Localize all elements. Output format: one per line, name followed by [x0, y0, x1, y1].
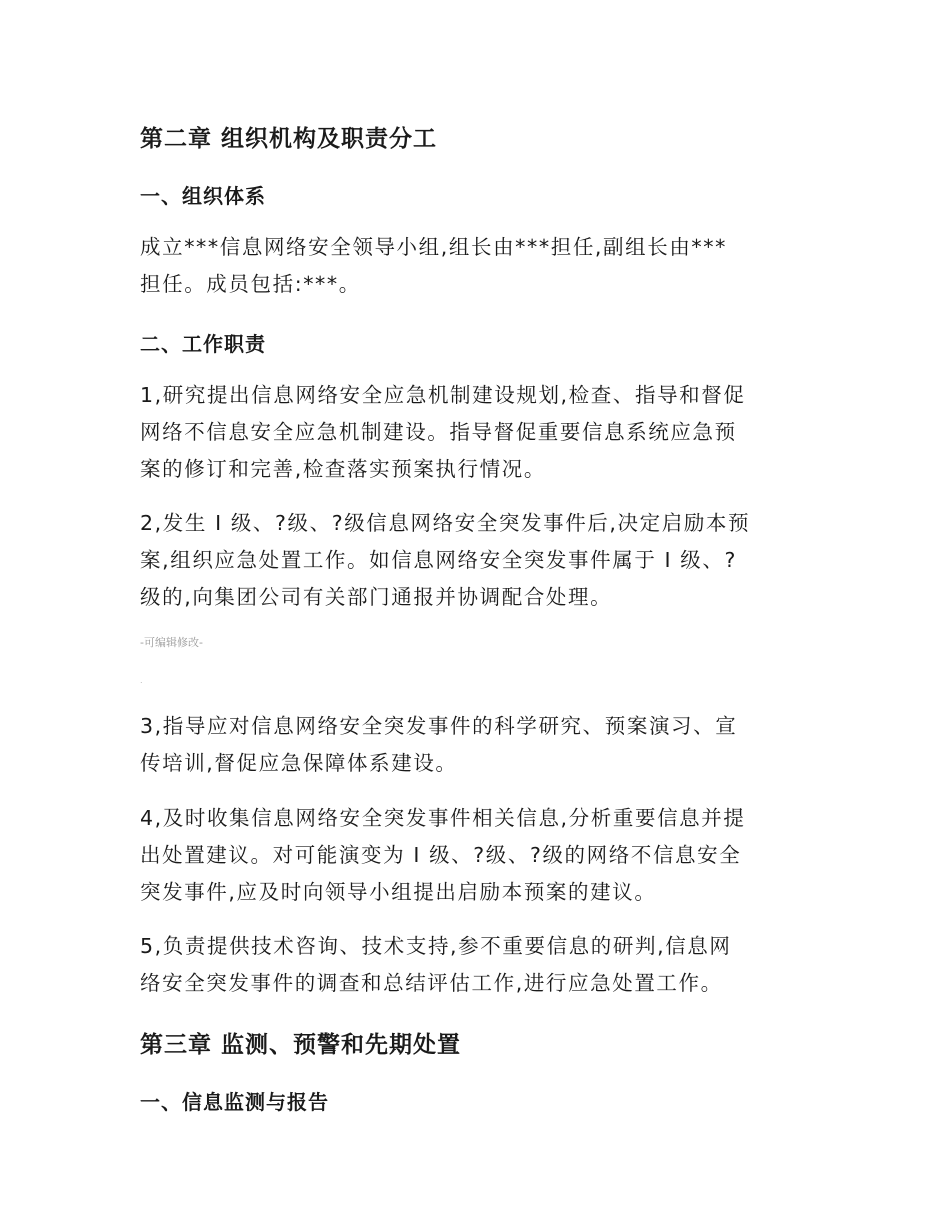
- duty-item-4: [140, 800, 820, 911]
- paragraph-line: 5,负责提供技术咨询、技术支持,参不重要信息的研判,信息网: [140, 934, 732, 958]
- paragraph-line: 案的修订和完善,检查落实预案执行情况。: [140, 457, 546, 481]
- duty-item-3: [140, 708, 820, 782]
- paragraph-organization: [140, 229, 820, 303]
- paragraph-line: 4,及时收集信息网络安全突发事件相关信息,分析重要信息并提: [140, 806, 746, 830]
- paragraph-line: 案,组织应急处置工作。如信息网络安全突发事件属于 I 级、?: [140, 548, 737, 572]
- chapter-2-title: 第二章 组织机构及职责分工: [140, 126, 438, 152]
- chapter-3-title: 第三章 监测、预警和先期处置: [140, 1032, 462, 1058]
- paragraph-line: 络安全突发事件的调查和总结评估工作,进行应急处置工作。: [140, 971, 723, 995]
- section-organization-title: 一、组织体系: [140, 184, 266, 208]
- paragraph-line: 1,研究提出信息网络安全应急机制建设规划,检查、指导和督促: [140, 383, 746, 407]
- editable-note: -可编辑修改-: [140, 636, 203, 649]
- paragraph-line: 传培训,督促应急保障体系建设。: [140, 751, 458, 775]
- paragraph-line: 网络不信息安全应急机制建设。指导督促重要信息系统应急预: [140, 420, 737, 444]
- section-duties-title: 二、工作职责: [140, 332, 266, 356]
- paragraph-line: 2,发生 I 级、?级、?级信息网络安全突发事件后,决定启励本预: [140, 511, 751, 535]
- duty-item-2: [140, 505, 820, 616]
- paragraph-line: 成立***信息网络安全领导小组,组长由***担任,副组长由***: [140, 235, 727, 259]
- paragraph-line: 担任。成员包括:***。: [140, 272, 361, 296]
- paragraph-line: 3,指导应对信息网络安全突发事件的科学研究、预案演习、宣: [140, 714, 738, 738]
- section-monitoring-title: 一、信息监测与报告: [140, 1090, 329, 1114]
- paragraph-line: 突发事件,应及时向领导小组提出启励本预案的建议。: [140, 880, 657, 904]
- paragraph-line: 级的,向集团公司有关部门通报并协调配合处理。: [140, 585, 613, 609]
- duty-item-1: [140, 377, 820, 488]
- duty-item-5: [140, 928, 820, 1002]
- paragraph-line: 出处置建议。对可能演变为 I 级、?级、?级的网络不信息安全: [140, 843, 742, 867]
- page-break-mark: .: [140, 676, 143, 685]
